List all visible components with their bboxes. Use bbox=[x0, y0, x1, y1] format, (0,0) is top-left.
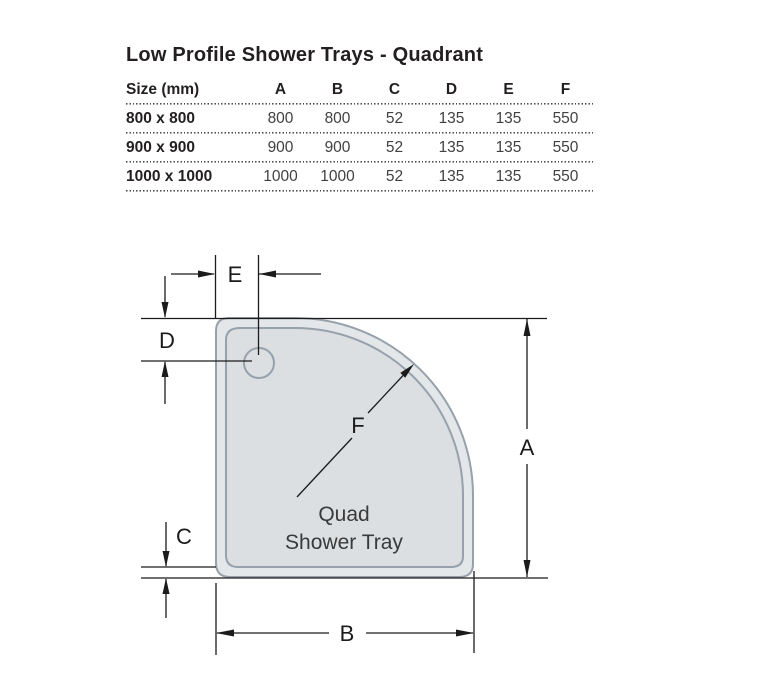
dimension-label-d: D bbox=[159, 328, 175, 353]
dimension-b bbox=[216, 621, 474, 646]
column-header-c: C bbox=[388, 81, 401, 98]
cell-f: 550 bbox=[552, 167, 579, 185]
cell-a: 1000 bbox=[263, 167, 298, 185]
cell-d: 135 bbox=[438, 167, 465, 185]
tray-caption-line2: Shower Tray bbox=[285, 531, 403, 554]
arrowhead bbox=[259, 271, 276, 278]
dimension-label-f: F bbox=[351, 413, 365, 438]
arrowhead bbox=[163, 551, 170, 567]
column-header-b: B bbox=[331, 81, 344, 98]
column-header-f: F bbox=[560, 81, 571, 98]
dimension-c bbox=[163, 522, 193, 618]
cell-f: 550 bbox=[552, 109, 579, 127]
dimension-label-b: B bbox=[339, 621, 355, 646]
cell-e: 135 bbox=[495, 138, 522, 156]
cell-d: 135 bbox=[438, 138, 465, 156]
cell-c: 52 bbox=[385, 109, 404, 127]
dimension-a bbox=[520, 319, 535, 577]
column-header-d: D bbox=[445, 81, 458, 98]
dimension-label-a: A bbox=[519, 435, 535, 460]
row-size-label: 1000 x 1000 bbox=[126, 167, 213, 185]
cell-b: 900 bbox=[324, 138, 351, 156]
dimension-e bbox=[171, 262, 321, 287]
cell-a: 800 bbox=[267, 109, 294, 127]
arrowhead bbox=[163, 578, 170, 594]
cell-e: 135 bbox=[495, 167, 522, 185]
arrowhead bbox=[162, 302, 169, 318]
cell-f: 550 bbox=[552, 138, 579, 156]
row-size-label: 900 x 900 bbox=[126, 138, 195, 156]
tray-caption-line1: Quad bbox=[318, 503, 370, 526]
arrowhead bbox=[524, 560, 531, 577]
cell-b: 800 bbox=[324, 109, 351, 127]
size-column-header: Size (mm) bbox=[126, 81, 200, 98]
row-size-label: 800 x 800 bbox=[126, 109, 195, 127]
arrowhead bbox=[216, 630, 234, 637]
arrowhead bbox=[524, 319, 531, 336]
cell-e: 135 bbox=[495, 109, 522, 127]
page-title: Low Profile Shower Trays - Quadrant bbox=[126, 44, 484, 66]
cell-c: 52 bbox=[385, 138, 404, 156]
arrowhead bbox=[198, 271, 215, 278]
column-header-e: E bbox=[503, 81, 514, 98]
cell-c: 52 bbox=[385, 167, 404, 185]
arrowhead bbox=[456, 630, 474, 637]
dimension-label-c: C bbox=[176, 524, 192, 549]
cell-b: 1000 bbox=[320, 167, 355, 185]
cell-a: 900 bbox=[267, 138, 294, 156]
arrowhead bbox=[162, 361, 169, 377]
dimension-label-e: E bbox=[227, 262, 243, 287]
cell-d: 135 bbox=[438, 109, 465, 127]
dimension-d bbox=[159, 276, 175, 404]
column-header-a: A bbox=[274, 81, 287, 98]
